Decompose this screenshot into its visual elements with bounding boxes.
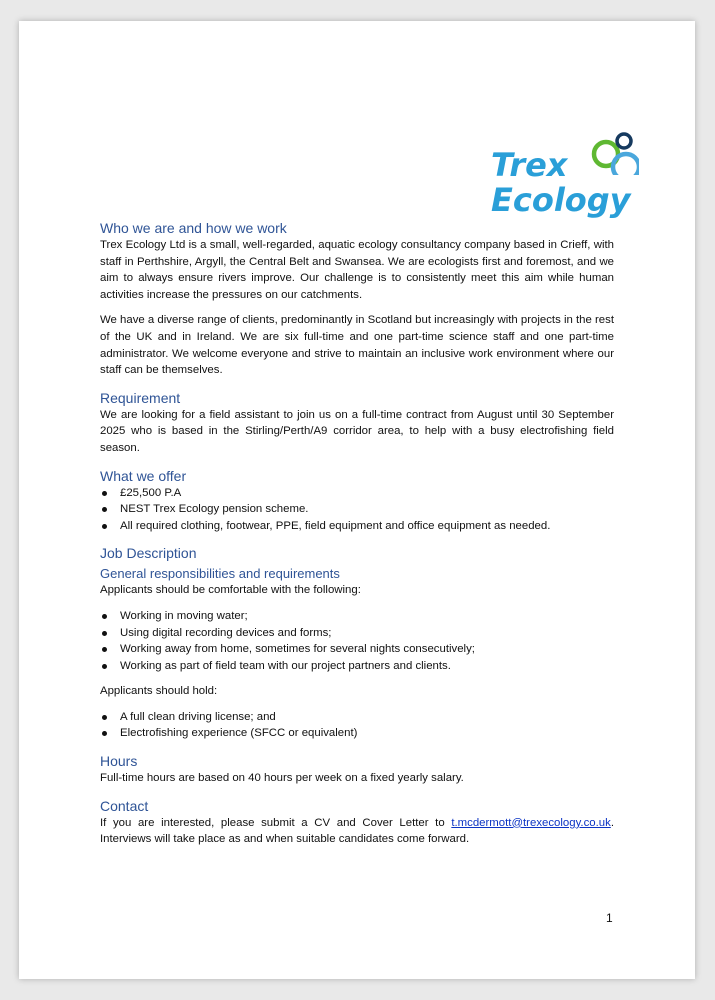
list-item: £25,500 P.A [100,485,614,502]
trex-ecology-logo [489,113,639,228]
contact-email-link[interactable]: t.mcdermott@trexecology.co.uk [451,816,611,829]
document-page [19,21,695,979]
contact-text-after: . Interviews will take place as and when suitable candidates come forward. [100,816,614,846]
heading-who-we-are: Who we are and how we work [100,220,287,236]
logo-circles-icon [569,113,639,175]
heading-contact: Contact [100,797,149,814]
hold-intro: Applicants should hold: [100,685,218,698]
hold-list [100,709,614,742]
contact-paragraph [100,815,614,848]
list-item: Working in moving water; [100,608,614,625]
offer-list [100,485,614,535]
requirement-paragraph: We are looking for a field assistant to join us on a full-time contract from August until 30 September 2025 who is based in the Stirling/Perth/A9 corridor area, to help with a busy electrofishing field season. [100,408,614,454]
contact-text-before: If you are interested, please submit a CV and Cover Letter to [100,816,452,829]
responsibilities-list [100,608,614,674]
hours-paragraph: Full-time hours are based on 40 hours per week on a fixed yearly salary. [100,772,464,785]
job-intro: Applicants should be comfortable with the following: [100,584,361,597]
who-paragraph-1: Trex Ecology Ltd is a small, well-regarded, aquatic ecology consultancy company based in Crieff, with staff in Perthshire, Argyll, the Central Belt and Swansea. We are ecologists first and foremost, and we aim to always ensure rivers improve. Our challenge is to consistently meet this aim while human activities increase the pressures on our catchments. [100,239,614,301]
heading-requirement: Requirement [100,389,181,406]
heading-what-we-offer: What we offer [100,467,187,484]
logo-text-line2: Ecology [491,181,631,219]
list-item: A full clean driving license; and [100,709,614,726]
page-number: 1 [606,911,613,925]
list-item: NEST Trex Ecology pension scheme. [100,501,614,518]
list-item: Using digital recording devices and forms; [100,625,614,642]
document-body [100,219,614,848]
heading-job-description: Job Description [100,545,197,562]
subheading-responsibilities: General responsibilities and requirements [100,566,340,582]
who-paragraph-2: We have a diverse range of clients, predominantly in Scotland but increasingly with projects in the rest of the UK and in Ireland. We are six full-time and one part-time science staff and one part-time administrator. We welcome everyone and strive to maintain an inclusive work environment where our staff can be themselves. [100,314,614,377]
list-item: Working away from home, sometimes for several nights consecutively; [100,641,614,658]
list-item: Working as part of field team with our project partners and clients. [100,658,614,675]
logo-text-line1: Trex [491,146,568,184]
heading-hours: Hours [100,753,138,770]
list-item: All required clothing, footwear, PPE, field equipment and office equipment as needed. [100,518,614,535]
list-item: Electrofishing experience (SFCC or equivalent) [100,725,614,742]
